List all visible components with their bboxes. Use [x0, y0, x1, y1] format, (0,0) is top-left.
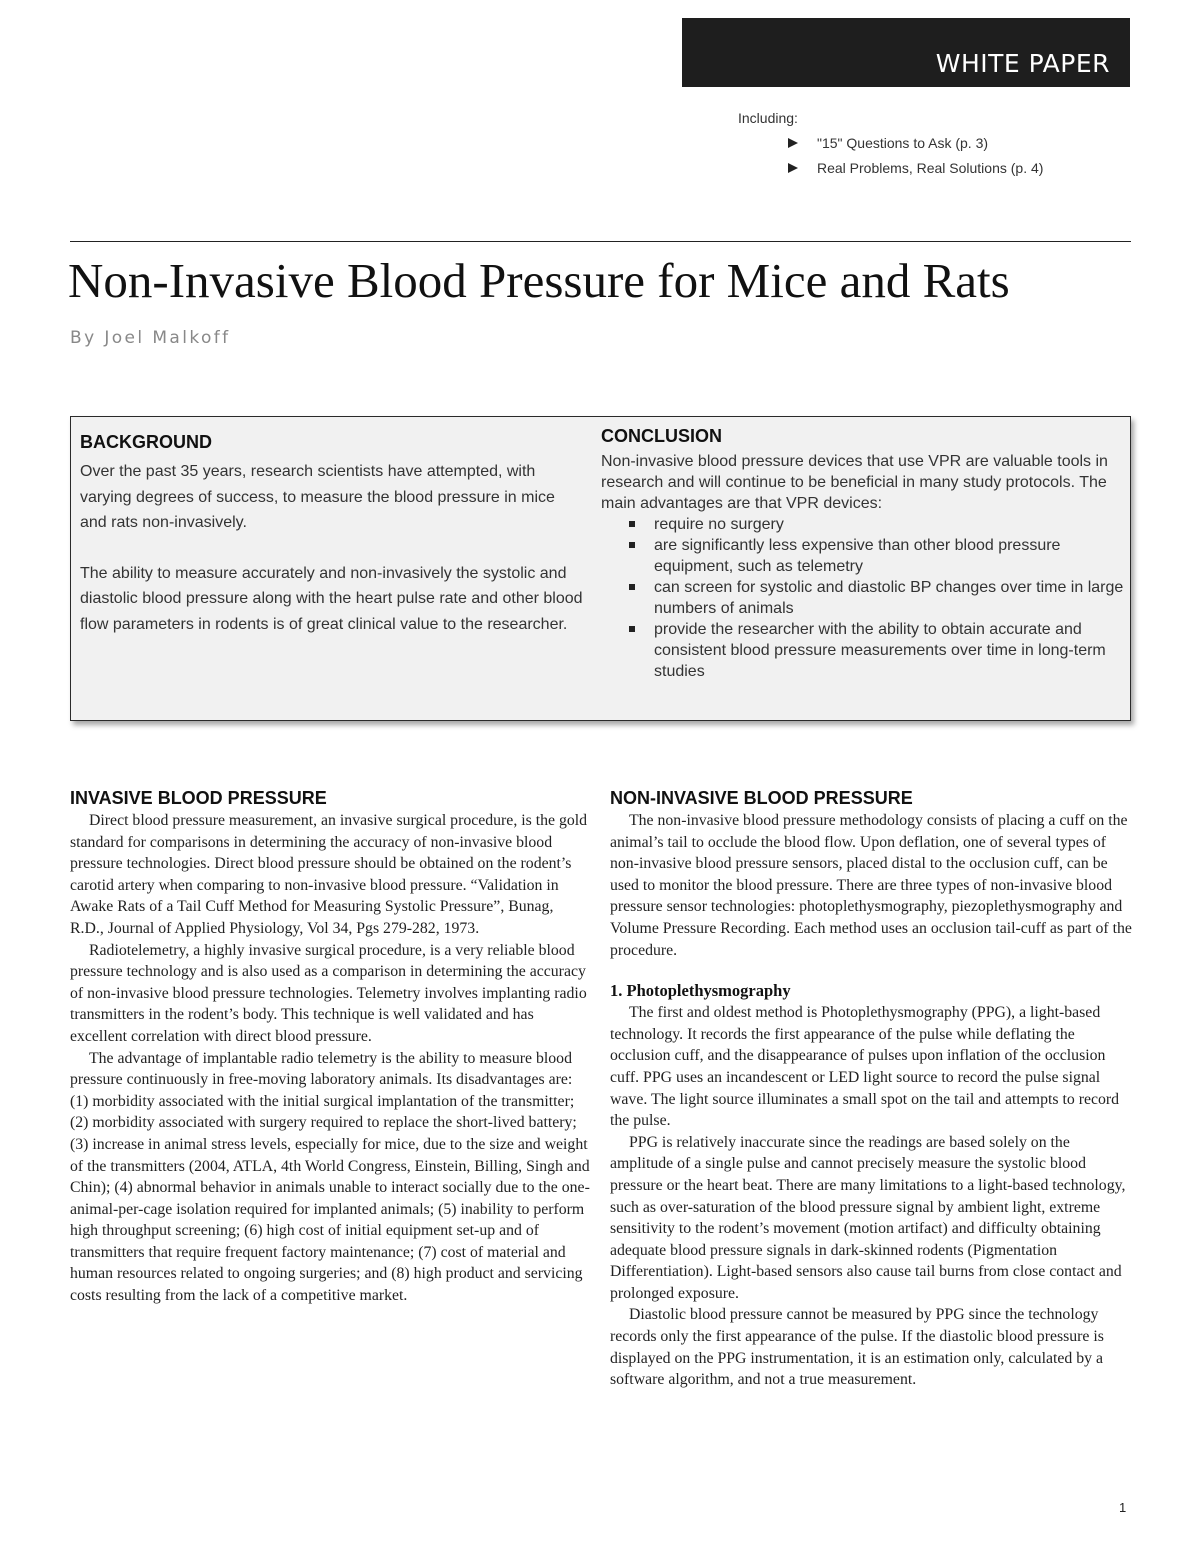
list-item: [601, 577, 1126, 619]
page-number: 1: [1119, 1500, 1127, 1515]
background-paragraph: The ability to measure accurately and non-invasively the systolic and diastolic blood pressure along with the heart pulse rate and other blood flow parameters in rodents is of great clinical value to the researcher.: [80, 564, 583, 633]
including-item-text: "15" Questions to Ask (p. 3): [817, 135, 989, 151]
noninvasive-paragraph: The first and oldest method is Photoplethysmography (PPG), a light-based technology. It records the first appearance of the pulse while deflating the occlusion cuff, and the disappearance of pulses upon inflation of the occlusion cuff. PPG uses an incandescent or LED light source to record the pulse signal wave. The light source illuminates a small spot on the tail and attempts to record the pulse.: [610, 1004, 1120, 1130]
triangle-bullet-icon: [788, 163, 798, 173]
invasive-paragraph: Direct blood pressure measurement, an invasive surgical procedure, is the gold standard for comparisons in determining the accuracy of non-invasive blood pressure technologies. Direct blood pressure should be obtained on the rodent’s carotid artery when comparing to non-invasive blood pressure. “Validation in Awake Rats of a Tail Cuff Method for Measuring Systolic Pressure”, Bunag, R.D., Journal of Applied Physiology, Vol 34, Pgs 279-282, 1973.: [70, 812, 588, 937]
conclusion-intro: Non-invasive blood pressure devices that use VPR are valuable tools in research and will continue to be beneficial in many study protocols. The main advantages are that VPR devices:: [601, 453, 1108, 512]
conclusion-bullet-text: are significantly less expensive than other blood pressure equipment, such as telemetry: [654, 537, 1061, 575]
invasive-section: [70, 786, 590, 1307]
summary-box: [70, 416, 1131, 721]
including-label: Including:: [738, 110, 798, 126]
triangle-bullet-icon: [788, 138, 798, 148]
square-bullet-icon: [629, 584, 635, 590]
invasive-paragraph: Radiotelemetry, a highly invasive surgical procedure, is a very reliable blood pressure technology and is also used as a comparison in determining the accuracy of non-invasive blood pressure technologies. Telemetry involves implanting radio transmitters in the rodent’s body. This technique is well validated and has excellent correlation with direct blood pressure.: [70, 941, 587, 1045]
square-bullet-icon: [629, 521, 635, 527]
list-item: [601, 619, 1126, 682]
square-bullet-icon: [629, 542, 635, 548]
white-paper-banner: [682, 18, 1130, 87]
noninvasive-intro: The non-invasive blood pressure methodology consists of placing a cuff on the animal’s tail to occlude the blood flow. Upon deflation, one of several types of non-invasive blood pressure sensors, placed distal to the occlusion cuff, can be used to monitor the blood pressure. There are three types of non-invasive blood pressure sensor technologies: photoplethysmography, piezoplethysmography and Volume Pressure Recording. Each method uses an occlusion tail-cuff as part of the procedure.: [610, 812, 1132, 959]
conclusion-heading: CONCLUSION: [601, 426, 722, 446]
photoplethysmography-heading: 1. Photoplethysmography: [610, 981, 791, 1001]
background-section: [80, 429, 585, 637]
list-item: [788, 158, 1043, 183]
page-title: Non-Invasive Blood Pressure for Mice and Rats: [68, 253, 1010, 308]
conclusion-section: [601, 423, 1126, 682]
conclusion-bullet-text: require no surgery: [654, 516, 784, 533]
list-item: [788, 133, 1043, 158]
noninvasive-paragraph: PPG is relatively inaccurate since the readings are based solely on the amplitude of a single pulse and cannot precisely measure the systolic blood pressure or the heart beat. There are many limitations to a light-based technology, such as over-saturation of the blood pressure signal by ambient light, extreme sensitivity to the rodent’s movement (motion artifact) and difficulty obtaining adequate blood pressure signals in dark-skinned rodents (Pigmentation Differentiation). Light-based sensors also cause tail burns from close contact and prolonged exposure.: [610, 1133, 1126, 1302]
invasive-paragraph: The advantage of implantable radio telemetry is the ability to measure blood pressure continuously in free-moving laboratory animals. Its disadvantages are: (1) morbidity associated with the initial surgical implantation of the transmitter; (2) morbidity associated with surgery required to replace the short-lived battery; (3) increase in animal stress levels, especially for mice, due to the size and weight of the transmitters (2004, ATLA, 4th World Congress, Einstein, Billing, Singh and Chin); (4) abnormal behavior in animals unable to interact socially due to the one-animal-per-cage isolation required for implanted animals; (5) inability to perform high throughput screening; (6) high cost of initial equipment set-up and of transmitters that require frequent factory maintenance; (7) cost of material and human resources related to ongoing surgeries; and (8) high product and servicing costs resulting from the lack of a competitive market.: [70, 1049, 590, 1305]
square-bullet-icon: [629, 626, 635, 632]
invasive-heading: INVASIVE BLOOD PRESSURE: [70, 788, 327, 808]
conclusion-list: [601, 514, 1126, 682]
conclusion-bullet-text: provide the researcher with the ability to obtain accurate and consistent blood pressure measurements over time in long-term studies: [654, 621, 1106, 680]
conclusion-bullet-text: can screen for systolic and diastolic BP changes over time in large numbers of animals: [654, 579, 1124, 617]
background-heading: BACKGROUND: [80, 432, 212, 452]
list-item: [601, 514, 1126, 535]
list-item: [601, 535, 1126, 577]
noninvasive-section: [610, 786, 1132, 1391]
author-byline: By Joel Malkoff: [70, 328, 231, 348]
noninvasive-heading: NON-INVASIVE BLOOD PRESSURE: [610, 788, 913, 808]
including-item-text: Real Problems, Real Solutions (p. 4): [817, 160, 1044, 176]
noninvasive-paragraph: Diastolic blood pressure cannot be measured by PPG since the technology records only the first appearance of the pulse. If the diastolic blood pressure is displayed on the PPG instrumentation, it is an estimation only, calculated by a software algorithm, and not a true measurement.: [610, 1306, 1104, 1389]
banner-label: WHITE PAPER: [935, 49, 1110, 78]
background-paragraph: Over the past 35 years, research scientists have attempted, with varying degrees of success, to measure the blood pressure in mice and rats non-invasively.: [80, 463, 555, 531]
including-list: [788, 133, 1043, 183]
title-divider: [70, 241, 1131, 242]
